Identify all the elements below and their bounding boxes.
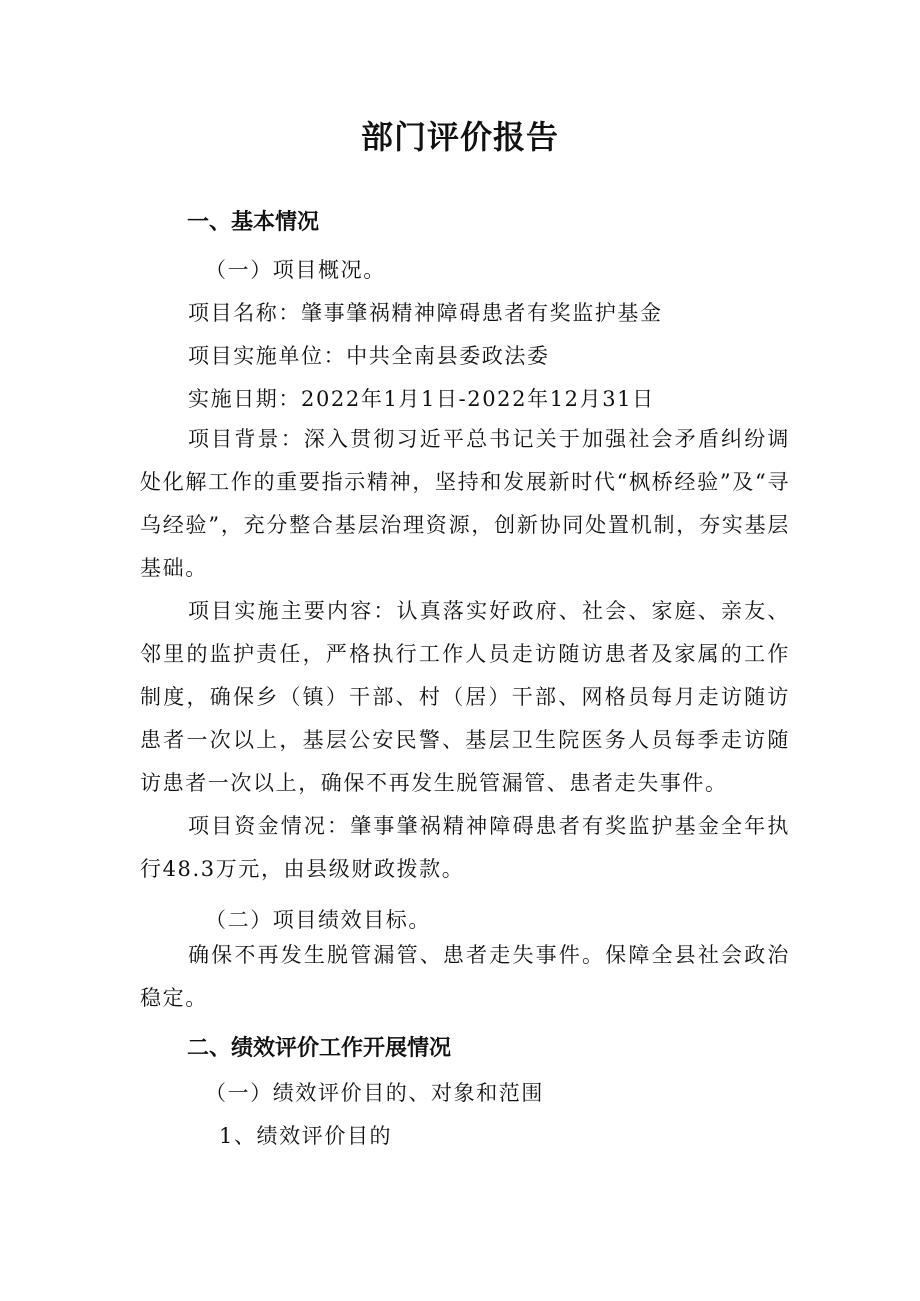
- subheading-project-overview: （一）项目概况。: [205, 258, 386, 282]
- project-date: 实施日期：2022年1月1日-2022年12月31日: [188, 387, 655, 411]
- performance-goal-paragraph: 确保不再发生脱管漏管、患者走失事件。保障全县社会政治稳定。: [140, 943, 790, 1010]
- section-heading-evaluation: 二、绩效评价工作开展情况: [187, 1036, 452, 1061]
- project-funds-paragraph: 项目资金情况：肇事肇祸精神障碍患者有奖监护基金全年执行48.3万元，由县级财政拨款。: [140, 814, 790, 881]
- project-background-paragraph: 项目背景：深入贯彻习近平总书记关于加强社会矛盾纠纷调处化解工作的重要指示精神，坚持和发展新时代“枫桥经验”及“寻乌经验”，充分整合基层治理资源，创新协同处置机制，夯实基层基础。: [140, 427, 790, 580]
- project-content-paragraph: 项目实施主要内容：认真落实好政府、社会、家庭、亲友、邻里的监护责任，严格执行工作人员走访随访患者及家属的工作制度，确保乡（镇）干部、村（居）干部、网格员每月走访随访患者一次以上，基层公安民警、基层卫生院医务人员每季走访随访患者一次以上，确保不再发生脱管漏管、患者走失事件。: [140, 599, 790, 795]
- subheading-performance-goal: （二）项目绩效目标。: [205, 908, 431, 932]
- subheading-evaluation-purpose: （一）绩效评价目的、对象和范围: [205, 1081, 544, 1105]
- item-evaluation-purpose: 1、绩效评价目的: [219, 1124, 393, 1148]
- page-title: 部门评价报告: [360, 118, 559, 156]
- project-implementer: 项目实施单位：中共全南县委政法委: [188, 344, 550, 368]
- section-heading-basic-info: 一、基本情况: [187, 210, 320, 235]
- project-name: 项目名称：肇事肇祸精神障碍患者有奖监护基金: [188, 301, 663, 325]
